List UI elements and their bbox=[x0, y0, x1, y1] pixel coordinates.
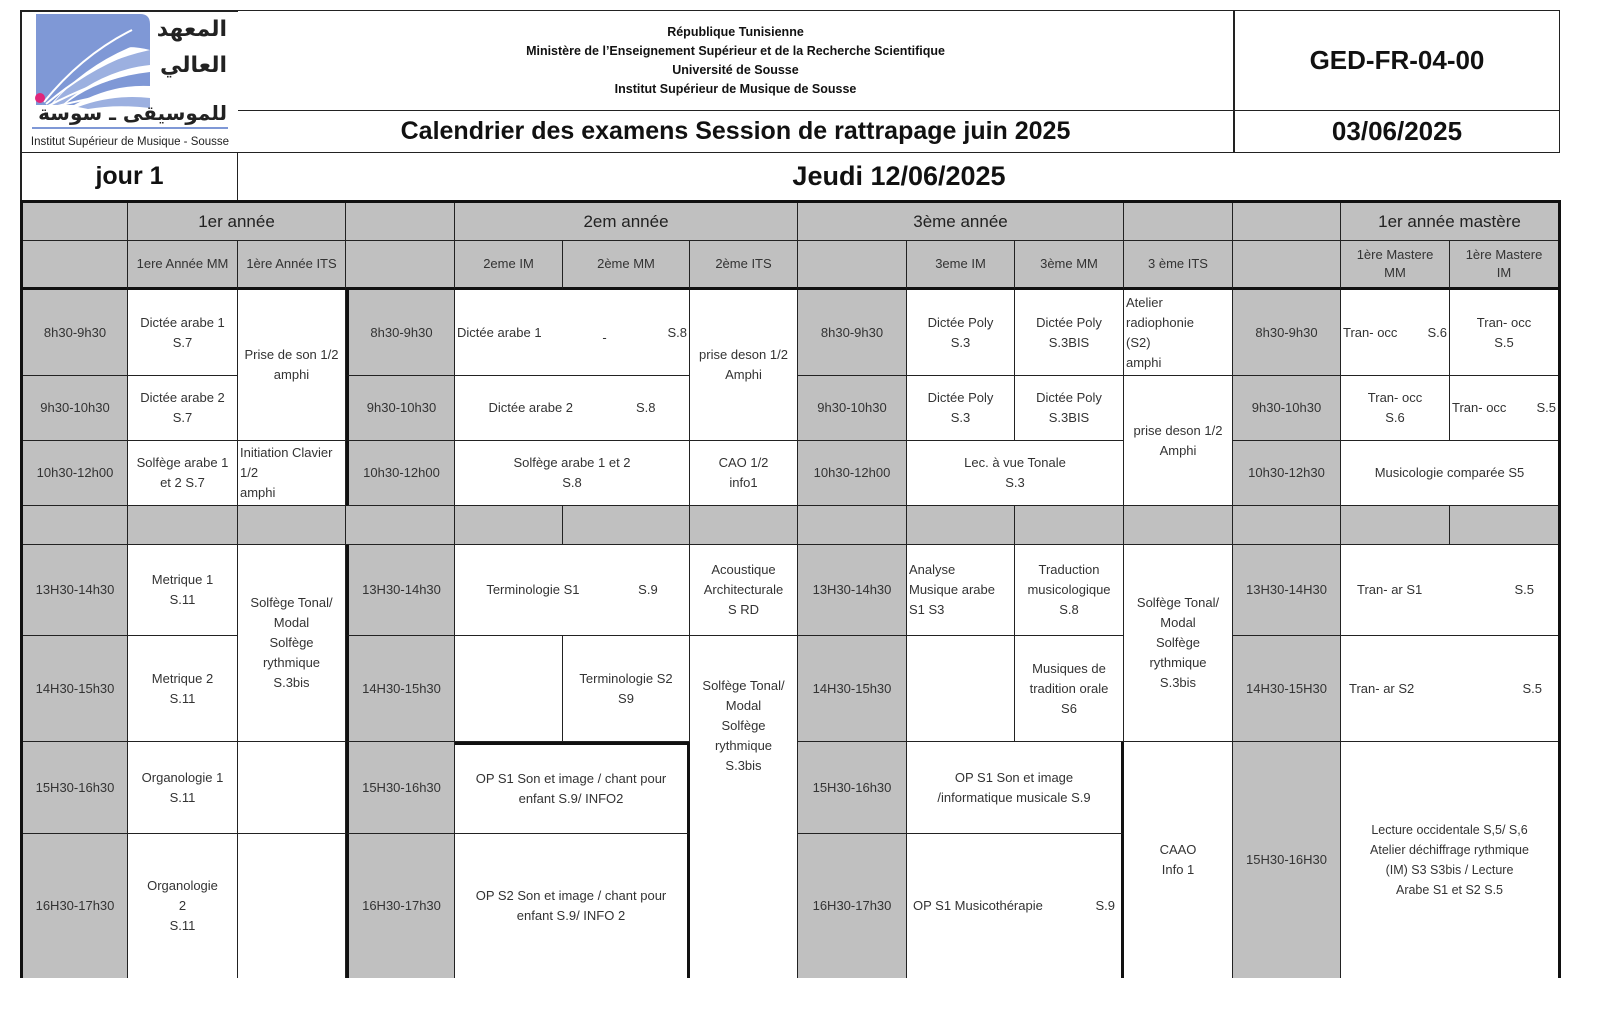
break-row bbox=[128, 506, 238, 545]
exam-subject: Dictée arabe 2 bbox=[488, 400, 574, 415]
exam-subject: OP S1 Musicothérapie bbox=[913, 898, 1043, 913]
exam-dash: - bbox=[602, 329, 607, 345]
break-row bbox=[346, 506, 455, 545]
exam-cell bbox=[1341, 636, 1558, 742]
logo-arabic-line-3: للموسيقى ـ سوسة bbox=[38, 101, 227, 125]
exam-cell: Analyse Musique arabe S1 S3 bbox=[907, 545, 1015, 636]
logo-arabic-line-2: العالي bbox=[160, 53, 227, 78]
exam-cell: Prise de son 1/2 amphi bbox=[238, 290, 346, 441]
col-3eme-its: 3 ème ITS bbox=[1124, 241, 1233, 290]
exam-cell: Dictée Poly S.3BIS bbox=[1015, 376, 1124, 441]
time-slot: 9h30-10h30 bbox=[798, 376, 907, 441]
break-row bbox=[1233, 506, 1341, 545]
year-group-1: 1er année bbox=[128, 203, 346, 241]
exam-room: S.9 bbox=[638, 582, 658, 597]
time-slot: 9h30-10h30 bbox=[346, 376, 455, 441]
exam-cell: prise deson 1/2 Amphi bbox=[1124, 376, 1233, 506]
year-group-2: 2em année bbox=[455, 203, 798, 241]
time-slot: 15H30-16h30 bbox=[346, 742, 455, 834]
exam-cell: Atelier radiophonie (S2) amphi bbox=[1124, 290, 1233, 376]
exam-cell: Traduction musicologique S.8 bbox=[1015, 545, 1124, 636]
exam-cell: Organologie 2 S.11 bbox=[128, 834, 238, 978]
exam-cell: Solfège arabe 1 et 2 S.8 bbox=[455, 441, 690, 506]
time-slot: 13H30-14h30 bbox=[798, 545, 907, 636]
exam-cell: prise deson 1/2 Amphi bbox=[690, 290, 798, 441]
exam-cell: Lec. à vue Tonale S.3 bbox=[907, 441, 1124, 506]
time-slot: 10h30-12h00 bbox=[23, 441, 128, 506]
exam-cell: Solfège arabe 1 et 2 S.7 bbox=[128, 441, 238, 506]
exam-subject: Terminologie S1 bbox=[486, 582, 580, 597]
exam-room: S.5 bbox=[1514, 582, 1534, 597]
exam-cell: Musiques de tradition orale S6 bbox=[1015, 636, 1124, 742]
institution-line: Institut Supérieur de Musique de Sousse bbox=[614, 81, 857, 96]
col-1ere-annee-its: 1ère Année ITS bbox=[238, 241, 346, 290]
time-slot: 8h30-9h30 bbox=[1233, 290, 1341, 376]
break-row bbox=[1124, 506, 1233, 545]
exam-subject: Tran- ar S2 bbox=[1349, 680, 1415, 696]
break-row bbox=[690, 506, 798, 545]
col-2eme-its: 2ème ITS bbox=[690, 241, 798, 290]
header-empty bbox=[346, 241, 455, 290]
time-slot: 15H30-16H30 bbox=[1233, 742, 1341, 978]
exam-cell bbox=[907, 834, 1124, 978]
exam-room: S.5 bbox=[1536, 400, 1556, 415]
institution-lines bbox=[238, 10, 1234, 111]
col-mastere-im: 1ère Mastere IM bbox=[1450, 241, 1558, 290]
exam-cell: Dictée Poly S.3 bbox=[907, 376, 1015, 441]
exam-subject: Tran- ar S1 bbox=[1357, 582, 1423, 597]
exam-cell: Solfège Tonal/ Modal Solfège rythmique S.3bis bbox=[690, 636, 798, 978]
exam-cell: Lecture occidentale S,5/ S,6 Atelier déchiffrage rythmique (IM) S3 S3bis / Lecture Arabe S1 et S2 S.5 bbox=[1341, 742, 1558, 978]
exam-subject: Tran- occ bbox=[1343, 324, 1398, 340]
exam-cell: OP S1 Son et image / chant pour enfant S.9/ INFO2 bbox=[455, 742, 690, 834]
exam-cell: Acoustique Architecturale S RD bbox=[690, 545, 798, 636]
exam-room: S.6 bbox=[1427, 324, 1447, 340]
institution-line: République Tunisienne bbox=[667, 24, 804, 39]
break-row bbox=[455, 506, 563, 545]
break-row bbox=[1341, 506, 1450, 545]
exam-cell: Musicologie comparée S5 bbox=[1341, 441, 1558, 506]
time-slot: 13H30-14H30 bbox=[1233, 545, 1341, 636]
exam-cell: Solfège Tonal/ Modal Solfège rythmique S.3bis bbox=[238, 545, 346, 742]
time-slot: 10h30-12h00 bbox=[798, 441, 907, 506]
institution-line: Université de Sousse bbox=[672, 62, 799, 77]
exam-cell: CAAO Info 1 bbox=[1124, 742, 1233, 978]
time-slot: 16H30-17h30 bbox=[23, 834, 128, 978]
exam-room: S.5 bbox=[1522, 680, 1542, 696]
time-slot: 8h30-9h30 bbox=[798, 290, 907, 376]
year-group-3: 3ème année bbox=[798, 203, 1124, 241]
time-slot: 10h30-12h30 bbox=[1233, 441, 1341, 506]
exam-room: S.8 bbox=[635, 400, 656, 415]
time-slot: 14H30-15h30 bbox=[798, 636, 907, 742]
col-1ere-annee-mm: 1ere Année MM bbox=[128, 241, 238, 290]
logo-arabic-line-1: المعهد bbox=[156, 17, 227, 42]
exam-cell bbox=[455, 376, 690, 441]
exam-schedule-table bbox=[20, 200, 1561, 978]
break-row bbox=[907, 506, 1015, 545]
break-row bbox=[1450, 506, 1558, 545]
exam-cell: Dictée Poly S.3BIS bbox=[1015, 290, 1124, 376]
document-date: 03/06/2025 bbox=[1234, 111, 1560, 153]
time-slot: 15H30-16h30 bbox=[23, 742, 128, 834]
exam-cell bbox=[1341, 290, 1450, 376]
institute-logo bbox=[22, 10, 238, 152]
exam-cell: Organologie 1 S.11 bbox=[128, 742, 238, 834]
time-slot: 13H30-14h30 bbox=[346, 545, 455, 636]
time-slot: 16H30-17h30 bbox=[798, 834, 907, 978]
exam-cell bbox=[455, 636, 563, 742]
time-slot: 16H30-17h30 bbox=[346, 834, 455, 978]
exam-cell bbox=[907, 636, 1015, 742]
time-slot: 14H30-15h30 bbox=[346, 636, 455, 742]
col-mastere-mm: 1ère Mastere MM bbox=[1341, 241, 1450, 290]
exam-subject: Dictée arabe 1 bbox=[457, 324, 542, 340]
document-code: GED-FR-04-00 bbox=[1234, 10, 1560, 111]
exam-cell bbox=[455, 545, 690, 636]
exam-cell: Metrique 1 S.11 bbox=[128, 545, 238, 636]
exam-cell: Tran- occ S.5 bbox=[1450, 290, 1558, 376]
time-slot: 8h30-9h30 bbox=[23, 290, 128, 376]
logo-caption: Institut Supérieur de Musique - Sousse bbox=[30, 136, 230, 148]
time-slot: 14H30-15h30 bbox=[23, 636, 128, 742]
exam-cell bbox=[238, 742, 346, 834]
exam-cell bbox=[1450, 376, 1558, 441]
logo-graphic bbox=[22, 10, 238, 152]
exam-room: S.8 bbox=[667, 324, 687, 340]
time-slot: 9h30-10h30 bbox=[1233, 376, 1341, 441]
day-date: Jeudi 12/06/2025 bbox=[792, 161, 1006, 191]
time-slot: 8h30-9h30 bbox=[346, 290, 455, 376]
break-row bbox=[23, 506, 128, 545]
exam-cell bbox=[1341, 545, 1558, 636]
time-slot: 15H30-16h30 bbox=[798, 742, 907, 834]
page-title: Calendrier des examens Session de rattrapage juin 2025 bbox=[238, 111, 1234, 153]
exam-cell: Dictée arabe 1 S.7 bbox=[128, 290, 238, 376]
exam-room: S.9 bbox=[1095, 898, 1115, 913]
exam-cell: CAO 1/2 info1 bbox=[690, 441, 798, 506]
col-3eme-mm: 3ème MM bbox=[1015, 241, 1124, 290]
header-empty bbox=[1233, 241, 1341, 290]
exam-cell: Dictée arabe 2 S.7 bbox=[128, 376, 238, 441]
time-slot: 9h30-10h30 bbox=[23, 376, 128, 441]
break-row bbox=[238, 506, 346, 545]
break-row bbox=[1015, 506, 1124, 545]
time-slot: 14H30-15H30 bbox=[1233, 636, 1341, 742]
exam-cell: Dictée Poly S.3 bbox=[907, 290, 1015, 376]
exam-cell: Terminologie S2 S9 bbox=[563, 636, 690, 742]
institution-line: Ministère de l’Enseignement Supérieur et de la Recherche Scientifique bbox=[526, 43, 945, 58]
col-2eme-im: 2eme IM bbox=[455, 241, 563, 290]
exam-cell: Solfège Tonal/ Modal Solfège rythmique S.3bis bbox=[1124, 545, 1233, 742]
break-row bbox=[798, 506, 907, 545]
time-slot: 13H30-14h30 bbox=[23, 545, 128, 636]
header-empty bbox=[1233, 203, 1341, 241]
col-3eme-im: 3eme IM bbox=[907, 241, 1015, 290]
exam-subject: Tran- occ bbox=[1452, 400, 1507, 415]
time-slot: 10h30-12h00 bbox=[346, 441, 455, 506]
day-label: jour 1 bbox=[20, 152, 238, 201]
exam-cell bbox=[238, 834, 346, 978]
exam-cell: Tran- occ S.6 bbox=[1341, 376, 1450, 441]
header-empty bbox=[1124, 203, 1233, 241]
exam-cell bbox=[455, 290, 690, 376]
break-row bbox=[563, 506, 690, 545]
exam-cell: OP S1 Son et image /informatique musicale S.9 bbox=[907, 742, 1124, 834]
year-group-master: 1er année mastère bbox=[1341, 203, 1558, 241]
header-empty bbox=[23, 203, 128, 241]
exam-cell: Initiation Clavier 1/2 amphi bbox=[238, 441, 346, 506]
exam-cell: Metrique 2 S.11 bbox=[128, 636, 238, 742]
col-2eme-mm: 2ème MM bbox=[563, 241, 690, 290]
header-empty bbox=[798, 241, 907, 290]
header-empty bbox=[23, 241, 128, 290]
exam-cell: OP S2 Son et image / chant pour enfant S.9/ INFO 2 bbox=[455, 834, 690, 978]
header-empty bbox=[346, 203, 455, 241]
